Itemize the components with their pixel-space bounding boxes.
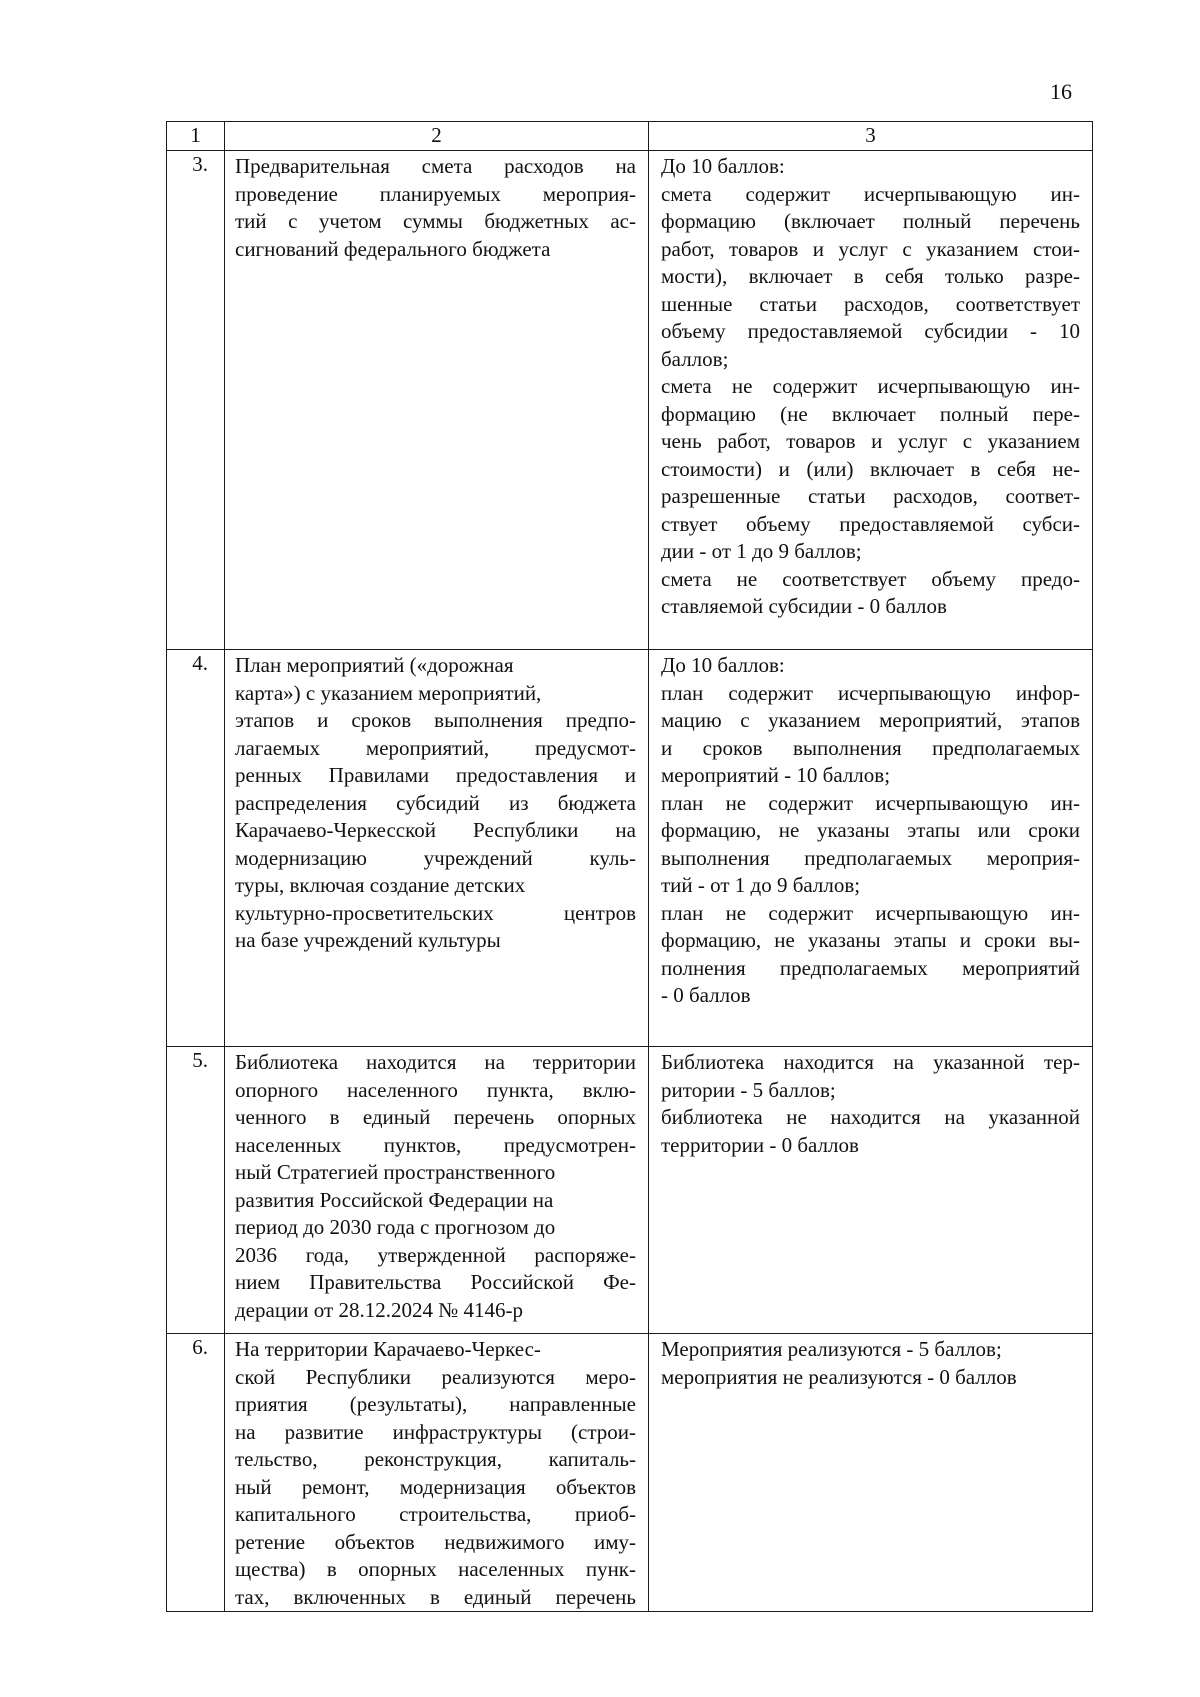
text-line: План мероприятий («дорожная: [235, 653, 514, 677]
text-line: культурно-просветительских центров: [235, 900, 636, 925]
text-line: ствует объему предоставляемой субси-: [661, 511, 1080, 536]
text-line: капитального строительства, приоб-: [235, 1502, 636, 1526]
row-number: 5.: [167, 1047, 225, 1334]
text-line: работ, товаров и услуг с указанием стои-: [661, 236, 1080, 261]
header-col-1: 1: [167, 122, 225, 151]
text-line: 2036 года, утвержденной распоряже-: [235, 1242, 636, 1267]
row-number: 6.: [167, 1334, 225, 1612]
text-line: смета не содержит исчерпывающую ин-: [661, 374, 1080, 398]
text-line: и сроков выполнения предполагаемых: [661, 735, 1080, 760]
text-line: нием Правительства Российской Фе-: [235, 1270, 636, 1294]
text-line: смета содержит исчерпывающую ин-: [661, 181, 1080, 206]
text-line: дерации от 28.12.2024 № 4146-р: [235, 1297, 523, 1322]
criteria-table: [166, 121, 1093, 1612]
text-line: тий с учетом суммы бюджетных ас-: [235, 209, 636, 233]
text-line: ный Стратегией пространственного: [235, 1160, 556, 1184]
text-line: тах, включенных в единый перечень: [235, 1584, 636, 1609]
text-line: приятия (результаты), направленные: [235, 1392, 636, 1416]
text-line: шенные статьи расходов, соответствует: [661, 291, 1080, 316]
text-line: территории - 0 баллов: [661, 1132, 859, 1157]
text-line: Библиотека находится на указанной тер-: [661, 1050, 1080, 1074]
text-line: формацию (не включает полный пере-: [661, 401, 1080, 426]
text-line: дии - от 1 до 9 баллов;: [661, 539, 862, 563]
text-line: модернизацию учреждений куль-: [235, 845, 636, 870]
table-row: [167, 650, 1093, 1047]
score-cell: [649, 1334, 1093, 1612]
text-line: тельство, реконструкция, капиталь-: [235, 1447, 636, 1471]
text-line: лагаемых мероприятий, предусмот-: [235, 735, 636, 760]
text-line: карта») с указанием мероприятий,: [235, 680, 542, 705]
text-line: развития Российской Федерации на: [235, 1187, 554, 1212]
text-line: на развитие инфраструктуры (строи-: [235, 1419, 636, 1444]
text-line: формацию, не указаны этапы или сроки: [661, 818, 1080, 842]
text-line: формацию (включает полный перечень: [661, 209, 1080, 233]
text-line: распределения субсидий из бюджета: [235, 790, 636, 815]
text-line: смета не соответствует объему предо-: [661, 566, 1080, 591]
score-cell: [649, 1047, 1093, 1334]
text-line: на базе учреждений культуры: [235, 928, 501, 952]
text-line: ставляемой субсидии - 0 баллов: [661, 594, 947, 618]
text-line: - 0 баллов: [661, 983, 751, 1007]
text-line: чень работ, товаров и услуг с указанием: [661, 429, 1080, 453]
text-line: объему предоставляемой субсидии - 10: [661, 319, 1080, 343]
text-line: опорного населенного пункта, вклю-: [235, 1077, 636, 1102]
text-line: туры, включая создание детских: [235, 873, 526, 897]
table-row: [167, 151, 1093, 650]
text-line: разрешенные статьи расходов, соответ-: [661, 484, 1080, 508]
header-col-3: 3: [649, 122, 1093, 151]
page-number: 16: [1050, 79, 1072, 104]
text-line: проведение планируемых мероприя-: [235, 181, 636, 206]
text-line: мероприятия не реализуются - 0 баллов: [661, 1364, 1017, 1389]
text-line: формацию, не указаны этапы и сроки вы-: [661, 928, 1080, 952]
row-number: 4.: [167, 650, 225, 1047]
criterion-cell: [225, 650, 649, 1047]
text-line: ченного в единый перечень опорных: [235, 1105, 636, 1129]
table-row: [167, 1047, 1093, 1334]
text-line: план не содержит исчерпывающую ин-: [661, 900, 1080, 925]
criterion-cell: [225, 1047, 649, 1334]
text-line: этапов и сроков выполнения предпо-: [235, 708, 636, 732]
text-line: план содержит исчерпывающую инфор-: [661, 680, 1080, 705]
text-line: До 10 баллов:: [661, 154, 785, 178]
text-line: щества) в опорных населенных пунк-: [235, 1557, 636, 1581]
text-line: Карачаево-Черкесской Республики на: [235, 818, 636, 842]
text-line: период до 2030 года с прогнозом до: [235, 1215, 556, 1239]
text-line: баллов;: [661, 346, 729, 371]
text-line: Библиотека находится на территории: [235, 1050, 636, 1074]
row-number: 3.: [167, 151, 225, 650]
table-row: [167, 1334, 1093, 1612]
criterion-cell: [225, 1334, 649, 1612]
text-line: ретение объектов недвижимого иму-: [235, 1529, 636, 1554]
text-line: выполнения предполагаемых мероприя-: [661, 845, 1080, 870]
text-line: план не содержит исчерпывающую ин-: [661, 790, 1080, 815]
header-col-2: 2: [225, 122, 649, 151]
text-line: сигнований федерального бюджета: [235, 236, 551, 261]
text-line: библиотека не находится на указанной: [661, 1105, 1080, 1129]
text-line: полнения предполагаемых мероприятий: [661, 955, 1080, 980]
text-line: До 10 баллов:: [661, 653, 785, 677]
text-line: населенных пунктов, предусмотрен-: [235, 1132, 636, 1157]
text-line: тий - от 1 до 9 баллов;: [661, 873, 861, 897]
text-line: стоимости) и (или) включает в себя не-: [661, 456, 1080, 481]
text-line: На территории Карачаево-Черкес-: [235, 1337, 541, 1361]
score-cell: [649, 650, 1093, 1047]
text-line: Предварительная смета расходов на: [235, 154, 636, 178]
text-line: мости), включает в себя только разре-: [661, 264, 1080, 288]
text-line: ритории - 5 баллов;: [661, 1077, 836, 1102]
text-line: мероприятий - 10 баллов;: [661, 763, 891, 787]
text-line: ный ремонт, модернизация объектов: [235, 1474, 636, 1499]
text-line: Мероприятия реализуются - 5 баллов;: [661, 1337, 1002, 1361]
score-cell: [649, 151, 1093, 650]
text-line: ренных Правилами предоставления и: [235, 763, 636, 787]
text-line: ской Республики реализуются меро-: [235, 1364, 636, 1389]
table-header-row: [167, 122, 1093, 151]
text-line: мацию с указанием мероприятий, этапов: [661, 708, 1080, 732]
criterion-cell: [225, 151, 649, 650]
